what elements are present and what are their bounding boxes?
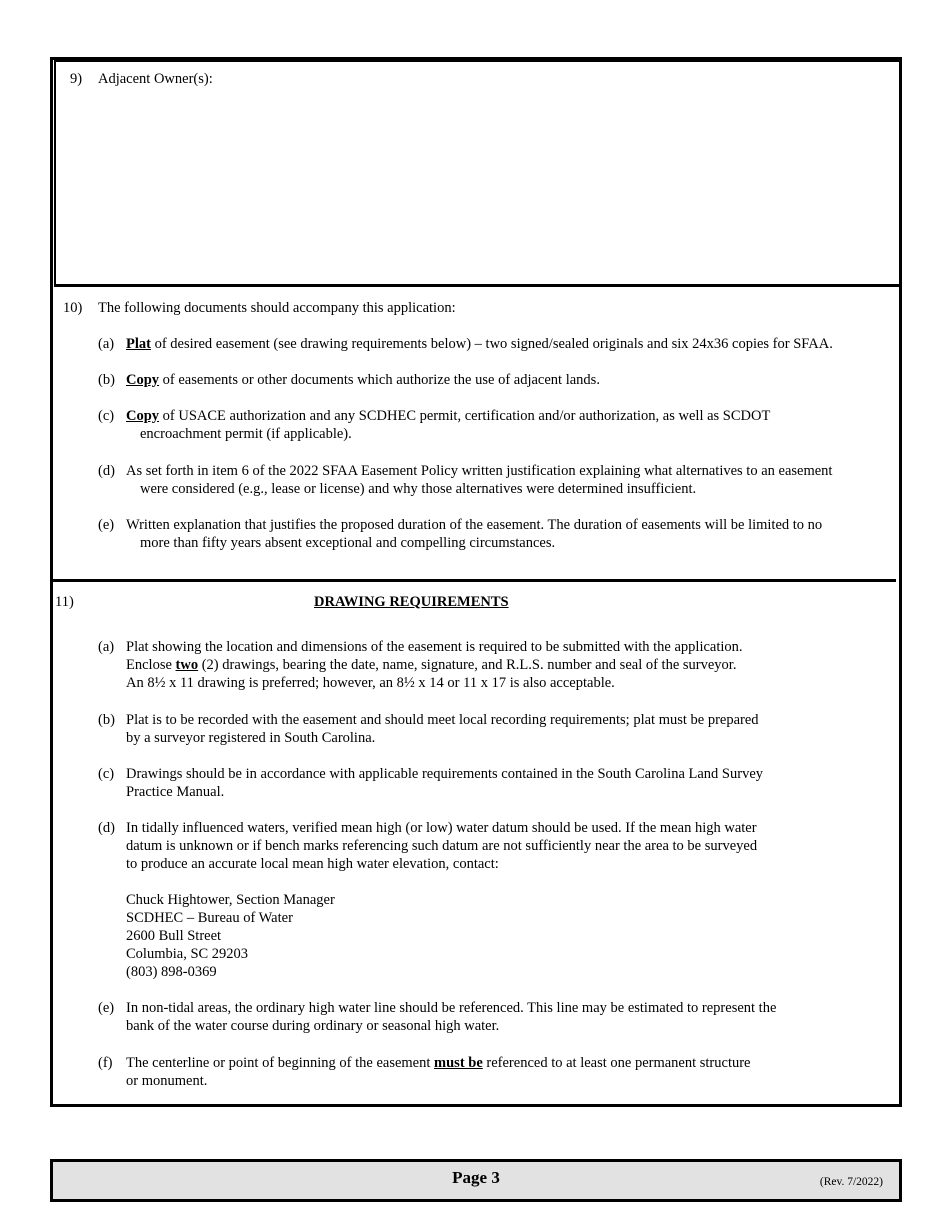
item-11b-line2: by a surveyor registered in South Carolina. [126, 730, 376, 746]
contact-organization: SCDHEC – Bureau of Water [126, 910, 293, 926]
item-11f-line1-post: referenced to at least one permanent structure [482, 1055, 751, 1071]
item-11f-line1-pre: The centerline or point of beginning of the easement [126, 1055, 435, 1071]
item-11a-line3: An 8½ x 11 drawing is preferred; however, an 8½ x 14 or 11 x 17 is also acceptable. [126, 675, 615, 691]
item-11d-line2: datum is unknown or if bench marks referencing such datum are not sufficiently near the area to be surveyed [126, 838, 758, 854]
item-letter: (e) [98, 1000, 115, 1016]
item-10e-line1: Written explanation that justifies the proposed duration of the easement. The duration of easements will be limited to no [126, 517, 823, 533]
item-letter: (f) [98, 1055, 113, 1071]
copy-keyword: Copy [126, 372, 160, 388]
item-letter: (b) [98, 712, 115, 728]
item-11e-line1: In non-tidal areas, the ordinary high water line should be referenced. This line may be estimated to represent the [126, 1000, 777, 1016]
item-11a-line1: Plat showing the location and dimensions of the easement is required to be submitted with the application. [126, 639, 743, 655]
item-11a-line2-pre: Enclose [126, 657, 176, 673]
section-10-intro: The following documents should accompany this application: [98, 300, 456, 316]
item-10a-line1: of desired easement (see drawing requirements below) – two signed/sealed originals and six 24x36 copies for SFAA. [150, 336, 833, 352]
contact-phone: (803) 898-0369 [126, 964, 217, 980]
item-10e-line2: more than fifty years absent exceptional and compelling circumstances. [140, 535, 556, 551]
item-11c-line2: Practice Manual. [126, 784, 225, 800]
item-letter: (c) [98, 408, 115, 424]
item-11c-line1: Drawings should be in accordance with applicable requirements contained in the South Carolina Land Survey [126, 766, 764, 782]
item-11e-line2: bank of the water course during ordinary or seasonal high water. [126, 1018, 500, 1034]
section-10-number: 10) [63, 300, 83, 316]
revision-date: (Rev. 7/2022) [819, 1176, 883, 1188]
section-9-number: 9) [70, 71, 83, 87]
page-number: Page 3 [452, 1168, 500, 1187]
item-letter: (e) [98, 517, 115, 533]
item-11d-line1: In tidally influenced waters, verified mean high (or low) water datum should be used. If the mean high water [126, 820, 757, 836]
item-11b-line1: Plat is to be recorded with the easement and should meet local recording requirements; plat must be prepared [126, 712, 759, 728]
two-keyword: two [175, 657, 199, 673]
item-11d-line3: to produce an accurate local mean high water elevation, contact: [126, 856, 499, 872]
item-11f-line1 [126, 1054, 751, 1072]
contact-street: 2600 Bull Street [126, 928, 222, 944]
item-10c-line2: encroachment permit (if applicable). [140, 426, 352, 442]
copy-keyword: Copy [126, 408, 160, 424]
item-10d-line2: were considered (e.g., lease or license) and why those alternatives were determined insufficient. [140, 481, 697, 497]
item-10a-text [126, 335, 833, 353]
item-10b-text [126, 371, 600, 389]
item-letter: (c) [98, 766, 115, 782]
item-letter: (d) [98, 820, 115, 836]
item-11a-line2 [126, 656, 736, 674]
item-letter: (a) [98, 639, 115, 655]
item-11f-line2: or monument. [126, 1073, 208, 1089]
drawing-requirements-heading: DRAWING REQUIREMENTS [314, 594, 509, 610]
contact-name: Chuck Hightower, Section Manager [126, 892, 335, 908]
section-divider [53, 579, 896, 582]
adjacent-owners-box[interactable] [54, 60, 902, 287]
item-letter: (a) [98, 336, 115, 352]
adjacent-owners-label: Adjacent Owner(s): [98, 71, 213, 87]
page-footer [50, 1159, 902, 1202]
item-10d-line1: As set forth in item 6 of the 2022 SFAA Easement Policy written justification explaining what alternatives to an easement [126, 463, 833, 479]
item-10c-line1: of USACE authorization and any SCDHEC permit, certification and/or authorization, as well as SCDOT [159, 408, 771, 424]
item-letter: (b) [98, 372, 115, 388]
item-11a-line2-post: (2) drawings, bearing the date, name, signature, and R.L.S. number and seal of the surveyor. [198, 657, 737, 673]
section-11-number: 11) [55, 594, 74, 610]
item-letter: (d) [98, 463, 115, 479]
plat-keyword: Plat [126, 336, 151, 352]
inner-border-left [52, 58, 53, 283]
contact-city: Columbia, SC 29203 [126, 946, 249, 962]
item-10c-text [126, 407, 770, 425]
item-10b-line1: of easements or other documents which authorize the use of adjacent lands. [159, 372, 600, 388]
must-be-keyword: must be [434, 1055, 483, 1071]
